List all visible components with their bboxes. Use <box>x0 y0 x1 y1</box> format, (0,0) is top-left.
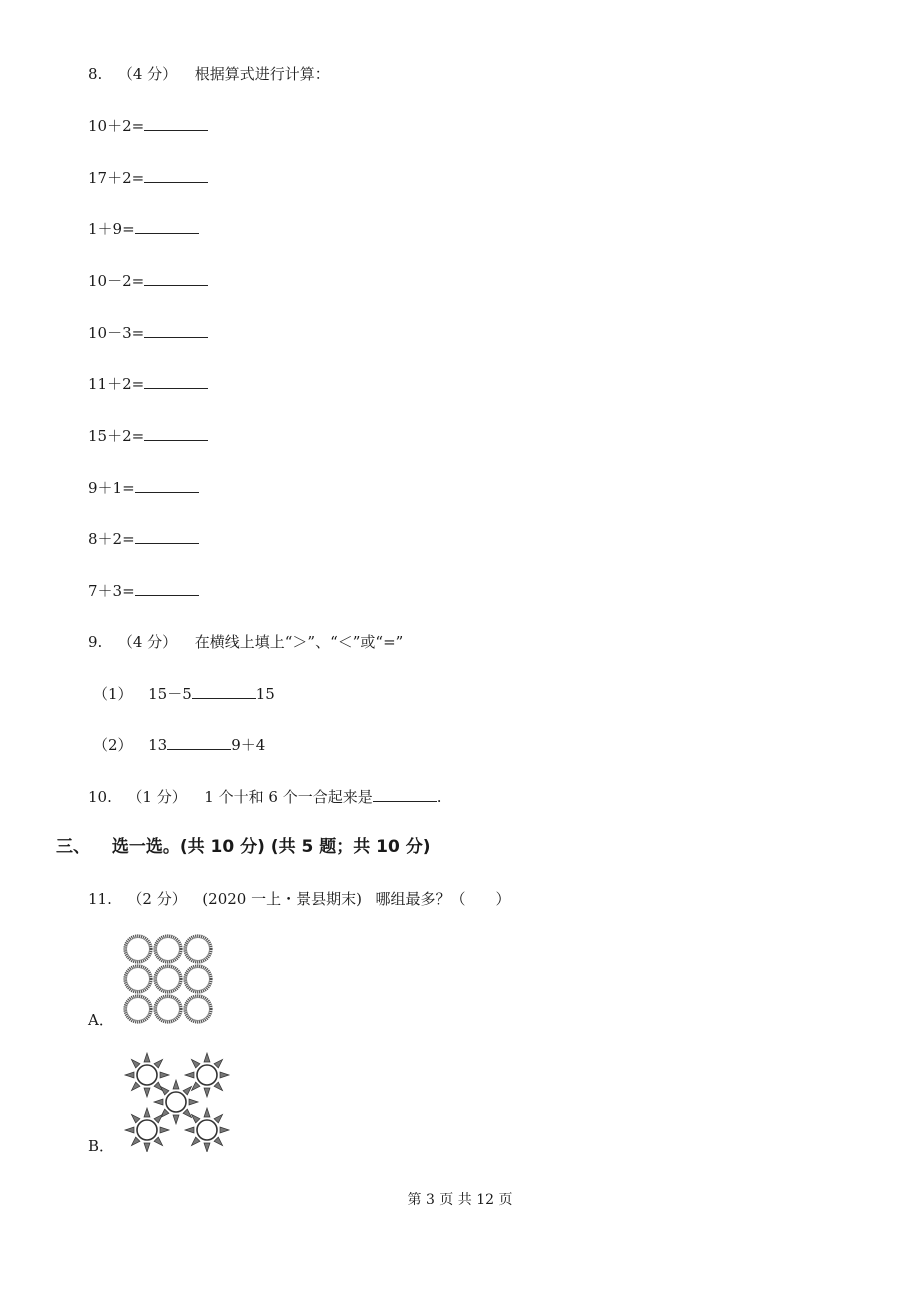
q8-item <box>88 478 199 498</box>
q8-item <box>88 374 208 394</box>
q8-expression: 8＋2= <box>88 530 135 548</box>
q8-expression: 1＋9= <box>88 220 135 238</box>
q8-expression: 10－3= <box>88 324 145 342</box>
q9-number: 9. <box>88 633 103 651</box>
q11-score: （2 分） <box>127 890 187 908</box>
circle-shape <box>185 996 211 1022</box>
answer-blank[interactable] <box>135 478 199 493</box>
q8-expression: 10－2= <box>88 272 145 290</box>
q9-sub1-label: （1） <box>93 685 133 703</box>
sun-shape <box>125 1108 169 1152</box>
q10-text: 1 个十和 6 个一合起来是 <box>204 788 373 806</box>
section-heading: 选一选。(共 10 分) (共 5 题；共 10 分) <box>111 837 431 857</box>
q8-number: 8. <box>88 65 103 83</box>
q8-header <box>88 64 330 84</box>
q8-expression: 7＋3= <box>88 582 135 600</box>
q8-item <box>88 581 199 601</box>
circle-shape <box>125 936 151 962</box>
q8-item <box>88 271 208 291</box>
q9-prompt: 在横线上填上“＞”、“＜”或“=” <box>194 633 404 651</box>
q8-expression: 17＋2= <box>88 169 145 187</box>
q8-score: （4 分） <box>117 65 178 83</box>
circle-shape <box>155 936 181 962</box>
answer-blank[interactable] <box>192 684 256 699</box>
circle-shape <box>125 966 151 992</box>
q8-prompt: 根据算式进行计算： <box>194 65 330 83</box>
answer-blank[interactable] <box>144 426 208 441</box>
circle-shape <box>155 996 181 1022</box>
q8-expression: 9＋1= <box>88 479 135 497</box>
answer-blank[interactable] <box>144 116 208 131</box>
q11-source: (2020 一上・景县期末) <box>202 890 362 908</box>
answer-blank[interactable] <box>135 219 199 234</box>
q9-sub2-left: 13 <box>148 736 168 754</box>
q9-sub2 <box>93 735 265 755</box>
q10-score: （1 分） <box>127 788 187 806</box>
sun-shape <box>185 1053 229 1097</box>
q8-item <box>88 168 208 188</box>
q11-number: 11. <box>88 890 112 908</box>
q9-score: （4 分） <box>117 633 178 651</box>
q10-number: 10. <box>88 788 112 806</box>
q8-item <box>88 116 208 136</box>
q8-expression: 10＋2= <box>88 117 145 135</box>
option-a-label[interactable]: A． <box>88 1011 114 1029</box>
answer-blank[interactable] <box>144 374 208 389</box>
q11-header <box>88 889 511 909</box>
q9-sub1-right: 15 <box>255 685 275 703</box>
q10 <box>88 787 441 807</box>
section-index: 三、 <box>56 837 90 857</box>
section-title <box>56 836 431 858</box>
q8-item <box>88 219 199 239</box>
page-footer: 第 3 页 共 12 页 <box>407 1192 513 1208</box>
suns-figure <box>120 1052 232 1152</box>
q8-item <box>88 323 208 343</box>
answer-blank[interactable] <box>144 271 208 286</box>
circle-shape <box>185 936 211 962</box>
circle-shape <box>185 966 211 992</box>
q8-expression: 11＋2= <box>88 375 145 393</box>
circle-shape <box>155 966 181 992</box>
answer-blank[interactable] <box>144 168 208 183</box>
q8-expression: 15＋2= <box>88 427 145 445</box>
answer-blank[interactable] <box>135 529 199 544</box>
option-b-label[interactable]: B． <box>88 1137 115 1155</box>
answer-blank[interactable] <box>373 787 437 802</box>
q8-item <box>88 426 208 446</box>
q11-prompt: 哪组最多？（ ） <box>375 890 511 908</box>
answer-blank[interactable] <box>144 323 208 338</box>
q9-sub2-label: （2） <box>93 736 133 754</box>
sun-shape <box>185 1108 229 1152</box>
q9-sub1 <box>93 684 275 704</box>
q9-header <box>88 632 403 652</box>
circles-figure <box>118 932 220 1028</box>
q8-item <box>88 529 199 549</box>
q9-sub2-right: 9＋4 <box>231 736 266 754</box>
q9-sub1-left: 15－5 <box>148 685 192 703</box>
circle-shape <box>125 996 151 1022</box>
answer-blank[interactable] <box>135 581 199 596</box>
answer-blank[interactable] <box>167 735 231 750</box>
q10-end: . <box>436 788 442 806</box>
